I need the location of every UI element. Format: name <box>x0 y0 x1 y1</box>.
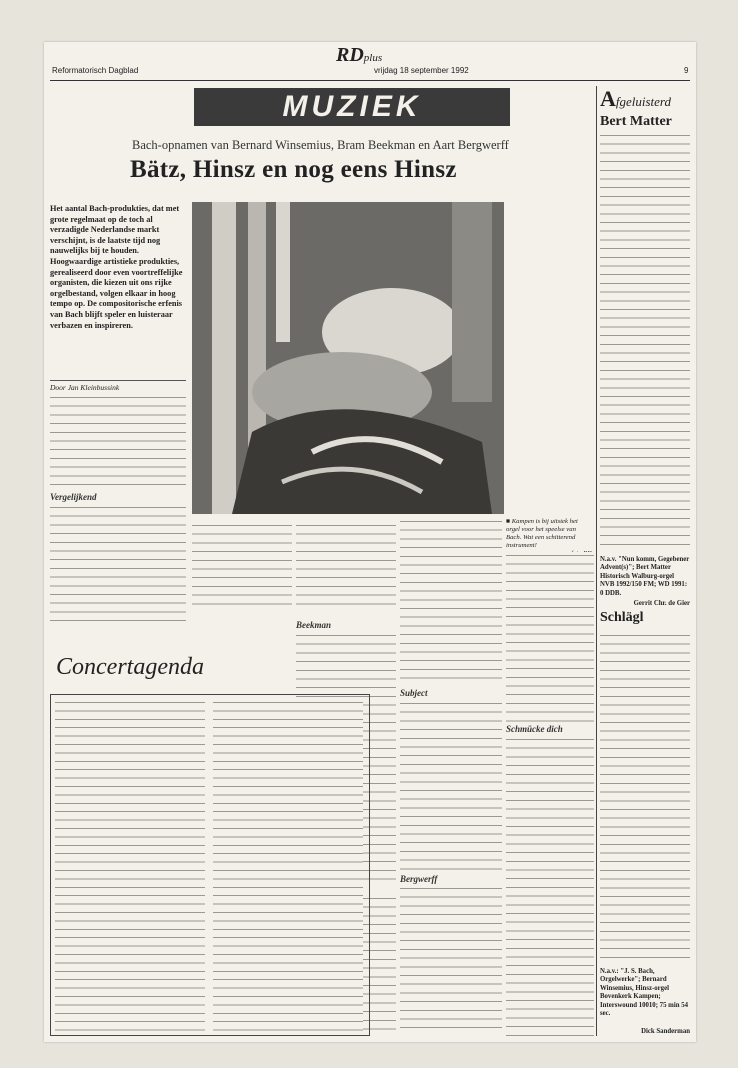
organ-carving-image <box>192 202 504 514</box>
column-divider <box>596 86 597 1036</box>
body-column-5 <box>506 552 594 1038</box>
caption-text: ■ Kampen is bij uitstek het orgel voor het speelse van Bach. Wat een schitterend instrument! <box>506 518 578 549</box>
release-info-1: N.a.v. "Nun komm, Gegebener Advent(s)"; Bert Matter Historisch Walburg-orgel NVB 1992/150 FM; WD 1991: 0 DDB. <box>600 556 690 597</box>
sidebar-text-1 <box>600 132 690 552</box>
body-text-lines <box>400 700 502 872</box>
subhead-vergelijkend: Vergelijkend <box>50 492 97 502</box>
review-author-2: Dick Sanderman <box>641 1028 690 1035</box>
agenda-title: Concertagenda <box>56 654 204 680</box>
body-text-lines <box>506 736 594 1036</box>
organ-photo <box>192 202 504 514</box>
body-text-lines <box>400 518 502 686</box>
subhead-schmucke: Schmücke dich <box>506 724 563 734</box>
review-title-bert-matter: Bert Matter <box>600 114 672 129</box>
body-text-lines <box>50 394 186 490</box>
review-title-schlagl: Schlägl <box>600 610 644 625</box>
body-column-4 <box>400 518 502 1038</box>
sidebar-text-2 <box>600 632 690 962</box>
body-column-1 <box>50 394 186 634</box>
agenda-column-1 <box>55 699 205 1031</box>
body-column-2a <box>192 522 292 612</box>
issue-date: vrijdag 18 september 1992 <box>374 66 469 75</box>
article-byline: Door Jan Kleinbussink <box>50 380 186 392</box>
concert-agenda-box <box>50 694 370 1036</box>
body-text-lines <box>506 552 594 722</box>
paper-name: Reformatorisch Dagblad <box>52 66 139 75</box>
subhead-subject: Subject <box>400 688 428 698</box>
article-headline: Bätz, Hinsz en nog eens Hinsz <box>130 156 457 183</box>
newspaper-page <box>44 42 696 1042</box>
subhead-bergwerff: Bergwerff <box>400 873 438 884</box>
subhead-beekman: Beekman <box>296 620 331 630</box>
sidebar-tag: Afgeluisterd <box>600 86 672 111</box>
article-intro: Het aantal Bach-produkties, dat met grote regelmaat op de toch al verzadigde Nederlandse markt verschijnt, is de laatste tijd nog nauwelijks bij te houden. Hoogwaardige artistieke produkties, gerealiseerd door even voortreffelijke organisten, die kiezen uit ons rijke orgelbestand, volgen elkaar in hoog tempo op. De compositorische erfenis van Bach blijft speler en luisteraar verbazen en inspireren. <box>50 204 183 330</box>
masthead-rule <box>50 80 690 81</box>
body-column-2b <box>296 522 396 612</box>
article-kicker: Bach-opnamen van Bernard Winsemius, Bram Beekman en Aart Bergwerff <box>132 138 509 152</box>
masthead <box>44 42 696 82</box>
release-info-2: N.a.v.: "J. S. Bach, Orgelwerke"; Bernard Winsemius, Hinsz-orgel Bovenkerk Kampen; Interswound 10010; 75 min 54 sec. <box>600 968 688 1018</box>
body-text-lines <box>50 504 186 624</box>
review-sidebar <box>600 86 690 607</box>
review-author-1: Gerrit Chr. de Gier <box>633 600 690 608</box>
agenda-column-2 <box>213 699 363 1031</box>
section-title: MUZIEK <box>194 88 510 126</box>
rd-plus-logo: RDplus <box>336 44 383 66</box>
body-text-lines <box>400 885 502 1035</box>
page-number: 9 <box>684 66 689 75</box>
